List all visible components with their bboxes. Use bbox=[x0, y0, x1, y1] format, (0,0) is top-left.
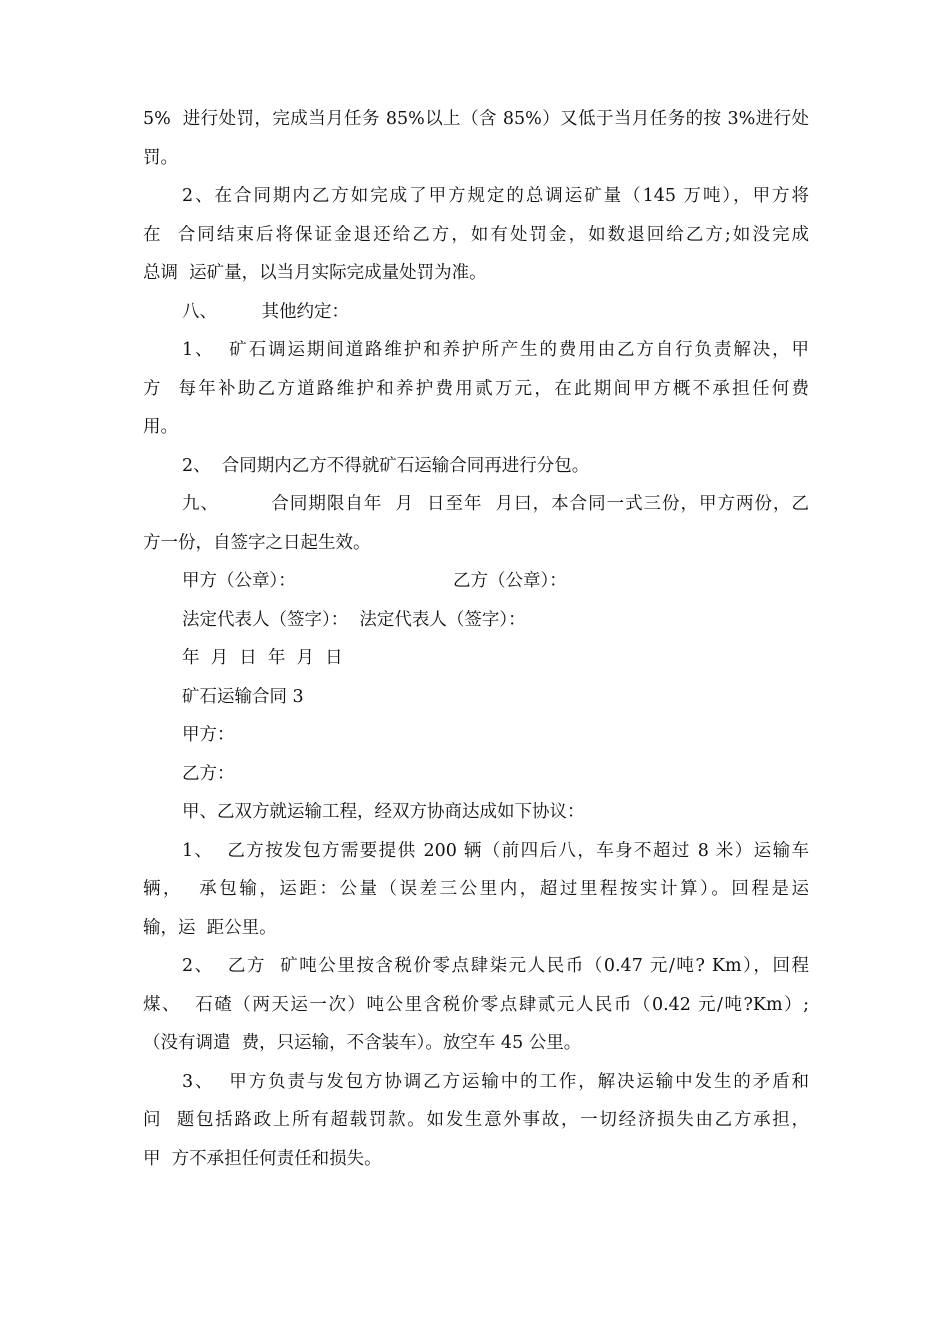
party-a-label: 甲方： bbox=[182, 725, 235, 745]
paragraph-line: 2、在合同期内乙方如完成了甲方规定的总调运矿量（145 万吨），甲方将 bbox=[182, 186, 809, 206]
paragraph-line: （没有调遣 费，只运输，不含装车）。放空车 45 公里。 bbox=[143, 1033, 582, 1053]
contract-title: 矿石运输合同 3 bbox=[182, 687, 304, 707]
paragraph-line: 5% 进行处罚，完成当月任务 85%以上（含 85%）又低于当月任务的按 3%进行处 bbox=[143, 109, 809, 129]
section-heading: 九、 合同期限自年 月 日至年 月曰，本合同一式三份，甲方两份，乙 bbox=[182, 494, 809, 514]
paragraph-line: 罚。 bbox=[143, 148, 178, 168]
paragraph-line: 输，运 距公里。 bbox=[143, 918, 277, 938]
paragraph-line: 用。 bbox=[143, 417, 178, 437]
paragraph-line: 甲 方不承担任何责任和损失。 bbox=[143, 1149, 382, 1169]
signature-labels: 法定代表人（签字）： 法定代表人（签字）： bbox=[182, 610, 526, 630]
party-b-label: 乙方： bbox=[182, 764, 235, 784]
paragraph-line: 辆， 承包输，运距：公量（误差三公里内，超过里程按实计算）。回程是运 bbox=[143, 879, 809, 899]
date-labels: 年 月 日 年 月 日 bbox=[182, 648, 343, 668]
paragraph-line: 方一份，自签字之日起生效。 bbox=[143, 533, 371, 553]
paragraph-line: 甲、乙双方就运输工程，经双方协商达成如下协议： bbox=[182, 802, 585, 822]
paragraph-line: 1、 矿石调运期间道路维护和养护所产生的费用由乙方自行负责解决，甲 bbox=[182, 340, 809, 360]
paragraph-line: 2、 乙方 矿吨公里按含税价零点肆柒元人民币（0.47 元/吨? Km），回程 bbox=[182, 956, 809, 976]
paragraph-line: 总调 运矿量，以当月实际完成量处罚为准。 bbox=[143, 263, 487, 283]
paragraph-line: 在 合同结束后将保证金退还给乙方，如有处罚金，如数退回给乙方;如没完成 bbox=[143, 225, 809, 245]
paragraph-line: 2、 合同期内乙方不得就矿石运输合同再进行分包。 bbox=[182, 456, 590, 476]
paragraph-line: 煤、 石碴（两天运一次）吨公里含税价零点肆贰元人民币（0.42 元/吨?Km）; bbox=[143, 995, 809, 1015]
party-b-seal-label: 乙方（公章）： bbox=[453, 571, 567, 591]
paragraph-line: 方 每年补助乙方道路维护和养护费用贰万元，在此期间甲方概不承担任何费 bbox=[143, 379, 809, 399]
paragraph-line: 1、 乙方按发包方需要提供 200 辆（前四后八，车身不超过 8 米）运输车 bbox=[182, 841, 809, 861]
paragraph-line: 问 题包括路政上所有超载罚款。如发生意外事故，一切经济损失由乙方承担， bbox=[143, 1110, 809, 1130]
party-a-seal-label: 甲方（公章）： bbox=[182, 571, 296, 591]
section-heading: 八、 其他约定： bbox=[182, 302, 350, 322]
paragraph-line: 3、 甲方负责与发包方协调乙方运输中的工作，解决运输中发生的矛盾和 bbox=[182, 1072, 809, 1092]
